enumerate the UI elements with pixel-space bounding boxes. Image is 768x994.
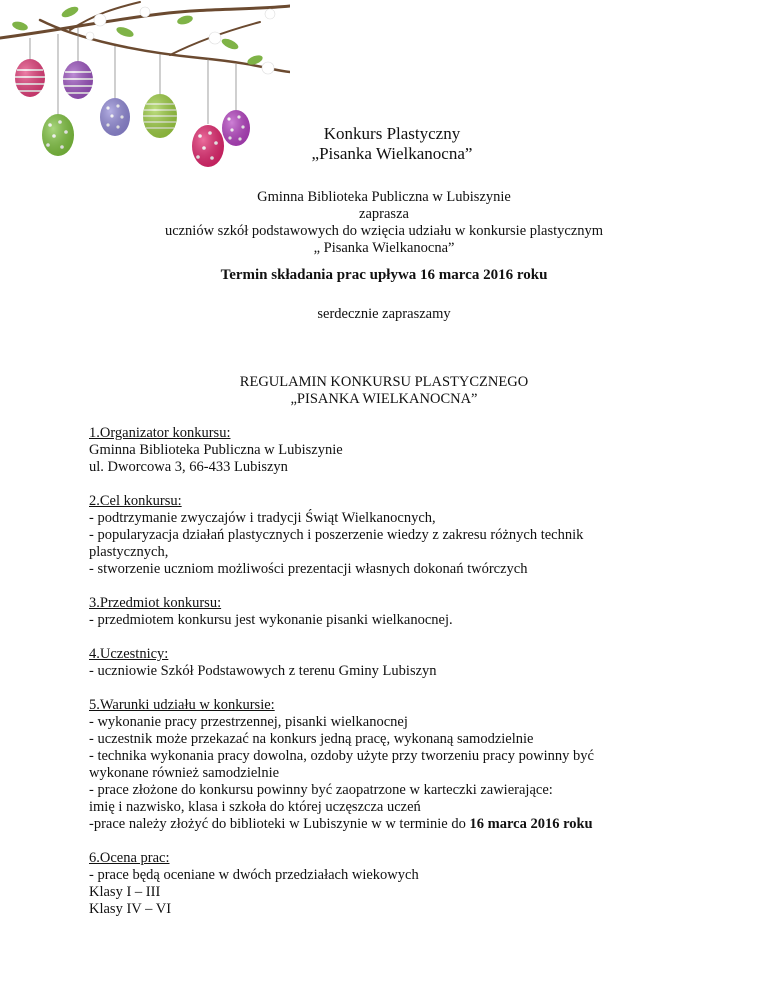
section-line: ul. Dworcowa 3, 66-433 Lubiszyn <box>89 459 288 475</box>
invitation-verb: zaprasza <box>359 206 409 222</box>
deadline-date: 16 marca 2016 roku <box>469 816 593 832</box>
section-subject <box>89 595 739 629</box>
regulations-body <box>89 425 739 935</box>
page-title-line1: Konkurs Plastyczny <box>323 124 461 143</box>
greeting: serdecznie zapraszamy <box>317 306 451 322</box>
section-line: Klasy IV – VI <box>89 901 172 917</box>
invitation-audience: uczniów szkół podstawowych do wzięcia udziału w konkursie plastycznym <box>164 223 604 239</box>
regulations-title-line1: REGULAMIN KONKURSU PLASTYCZNEGO <box>239 374 529 390</box>
section-line: - podtrzymanie zwyczajów i tradycji Świąt Wielkanocnych, <box>89 510 436 526</box>
section-conditions <box>89 697 739 833</box>
section-evaluation <box>89 850 739 918</box>
section-organizer <box>89 425 739 476</box>
section-participants <box>89 646 739 680</box>
section-title: 3.Przedmiot konkursu: <box>89 595 222 611</box>
section-title: 4.Uczestnicy: <box>89 646 169 662</box>
section-title: 6.Ocena prac: <box>89 850 170 866</box>
invitation-contest-name: „ Pisanka Wielkanocna” <box>313 240 455 256</box>
section-line: - prace złożone do konkursu powinny być zaopatrzone w karteczki zawierające: <box>89 782 553 798</box>
deadline-notice: Termin składania prac upływa 16 marca 2016 roku <box>220 267 548 283</box>
section-line: - technika wykonania pracy dowolna, ozdoby użyte przy tworzeniu pracy powinny być <box>89 748 594 764</box>
section-line: imię i nazwisko, klasa i szkoła do której uczęszcza uczeń <box>89 799 421 815</box>
deadline-prefix: -prace należy złożyć do biblioteki w Lubiszynie w w terminie do <box>89 816 470 832</box>
egg-purple-striped <box>63 61 93 99</box>
section-goal <box>89 493 739 578</box>
section-line-deadline <box>89 816 739 833</box>
section-line: wykonane również samodzielnie <box>89 765 280 781</box>
invitation-organizer: Gminna Biblioteka Publiczna w Lubiszynie <box>257 189 511 205</box>
section-line: - uczniowie Szkół Podstawowych z terenu Gminy Lubiszyn <box>89 663 437 679</box>
section-title: 1.Organizator konkursu: <box>89 425 231 441</box>
section-line: - przedmiotem konkursu jest wykonanie pisanki wielkanocnej. <box>89 612 453 628</box>
section-line: - wykonanie pracy przestrzennej, pisanki wielkanocnej <box>89 714 408 730</box>
section-line: plastycznych, <box>89 544 169 560</box>
section-line: Klasy I – III <box>89 884 161 900</box>
section-line: Gminna Biblioteka Publiczna w Lubiszynie <box>89 442 343 458</box>
leaves <box>11 5 264 67</box>
section-line: - uczestnik może przekazać na konkurs jedną pracę, wykonaną samodzielnie <box>89 731 534 747</box>
section-title: 5.Warunki udziału w konkursie: <box>89 697 275 713</box>
section-line: - popularyzacja działań plastycznych i poszerzenie wiedzy z zakresu różnych technik <box>89 527 584 543</box>
page-title-line2: „Pisanka Wielkanocna” <box>311 144 473 163</box>
section-line: - prace będą oceniane w dwóch przedziałach wiekowych <box>89 867 419 883</box>
section-line: - stworzenie uczniom możliwości prezentacji własnych dokonań twórczych <box>89 561 528 577</box>
regulations-title-line2: „PISANKA WIELKANOCNA” <box>290 391 478 407</box>
egg-pink-striped <box>15 59 45 97</box>
section-title: 2.Cel konkursu: <box>89 493 182 509</box>
